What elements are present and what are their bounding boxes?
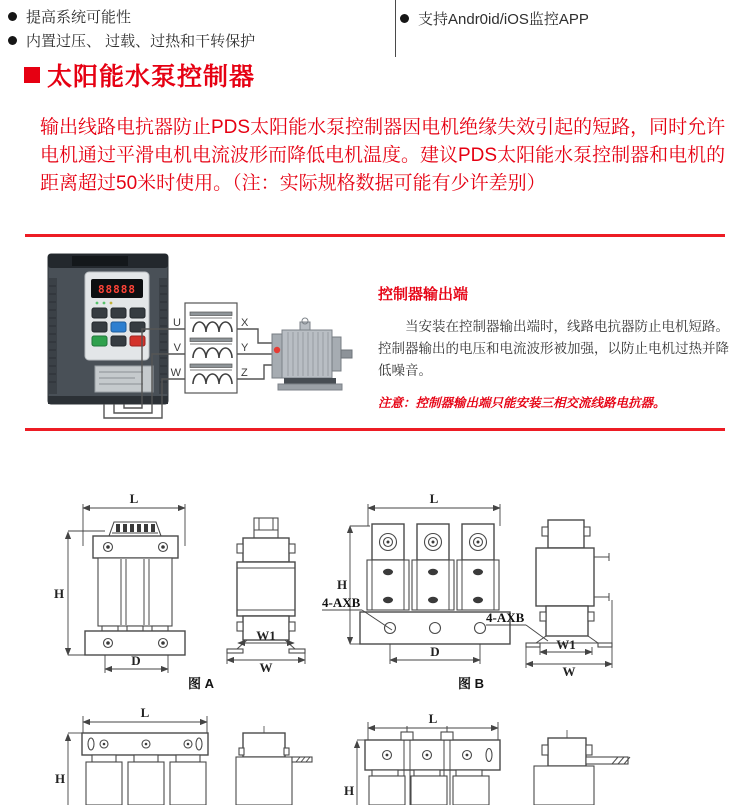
intro-paragraph <box>40 114 740 198</box>
phase-label-x: X <box>241 317 249 329</box>
dim-label-H: H <box>343 783 355 798</box>
dim-label-L: L <box>140 705 150 720</box>
page-title: 太阳能水泵控制器 <box>47 63 256 91</box>
dim-label-H: H <box>53 586 65 601</box>
fig-a-caption: 图 A <box>188 676 215 691</box>
output-side-note: 注意：控制器输出端只能安装三相交流线路电抗器。 <box>378 396 666 410</box>
body-line: 低噪音。 <box>378 363 432 378</box>
fig-d-side-view <box>534 730 630 805</box>
bullet-icon <box>8 36 17 45</box>
phase-label-v: V <box>173 342 181 354</box>
line-reactor-symbol <box>185 303 237 393</box>
fig-d-front-view <box>344 711 500 805</box>
feature-item <box>400 8 589 29</box>
dim-label-L: L <box>429 491 439 506</box>
led-display-value: 88888 <box>97 283 137 296</box>
dim-label-W1: W1 <box>556 637 576 652</box>
phase-label-y: Y <box>241 342 249 354</box>
feature-label: 内置过压、 过载、过热和干转保护 <box>26 33 256 50</box>
dim-label-D: D <box>430 644 440 659</box>
red-divider-bottom <box>25 428 725 431</box>
column-divider <box>395 0 396 57</box>
fig-b-caption: 图 B <box>458 676 485 691</box>
dim-label-L: L <box>428 711 438 726</box>
dimension-drawings <box>0 460 750 805</box>
fig-a-front-view <box>54 491 185 673</box>
intro-line: 输出线路电抗器防止PDS太阳能水泵控制器因电机绝缘失效引起的短路，同时允许 <box>40 117 726 138</box>
phase-label-w: W <box>170 367 181 379</box>
intro-line: 电机通过平滑电机电流波形而降低电机温度。建议PDS太阳能水泵控制器和电机的 <box>40 145 726 166</box>
dim-label-W: W <box>259 660 273 675</box>
fig-c-front-view <box>55 705 208 805</box>
feature-item <box>8 6 131 27</box>
square-marker-icon <box>24 67 40 83</box>
motor-illustration <box>272 318 352 390</box>
dim-label-W1: W1 <box>256 628 276 643</box>
callout-4axb: 4-AXB <box>322 595 361 610</box>
fig-c-side-view <box>236 726 312 805</box>
dim-label-H: H <box>336 577 348 592</box>
feature-label: 提高系统可能性 <box>26 9 132 26</box>
wiring-diagram <box>40 250 370 428</box>
phase-label-u: U <box>173 317 181 329</box>
fig-a-side-view <box>227 518 305 675</box>
keypad-buttons <box>92 308 145 346</box>
dim-label-H: H <box>54 771 66 786</box>
bullet-icon <box>400 14 409 23</box>
feature-label: 支持Andr0id/iOS监控APP <box>418 11 589 28</box>
dim-label-D: D <box>131 653 141 668</box>
red-divider-top <box>25 234 725 237</box>
section-heading <box>24 57 255 93</box>
output-side-title: 控制器输出端 <box>378 286 469 303</box>
body-line: 当安装在控制器输出端时，线路电抗器防止电机短路。 <box>405 319 729 334</box>
intro-line: 距离超过50米时使用。（注：实际规格数据可能有少许差别） <box>40 173 546 194</box>
phase-label-z: Z <box>241 367 248 379</box>
fig-b-side-view <box>486 520 612 679</box>
output-side-text <box>378 283 730 411</box>
dim-label-L: L <box>129 491 139 506</box>
callout-4axb: 4-AXB <box>486 610 525 625</box>
feature-item <box>8 30 255 51</box>
output-side-body <box>378 316 730 382</box>
body-line: 控制器输出的电压和电流波形被加强，以防止电机过热并降 <box>378 341 729 356</box>
dim-label-W: W <box>562 664 576 679</box>
bullet-icon <box>8 12 17 21</box>
output-reactor-panel <box>25 234 729 431</box>
fig-b-front-view <box>322 491 510 664</box>
